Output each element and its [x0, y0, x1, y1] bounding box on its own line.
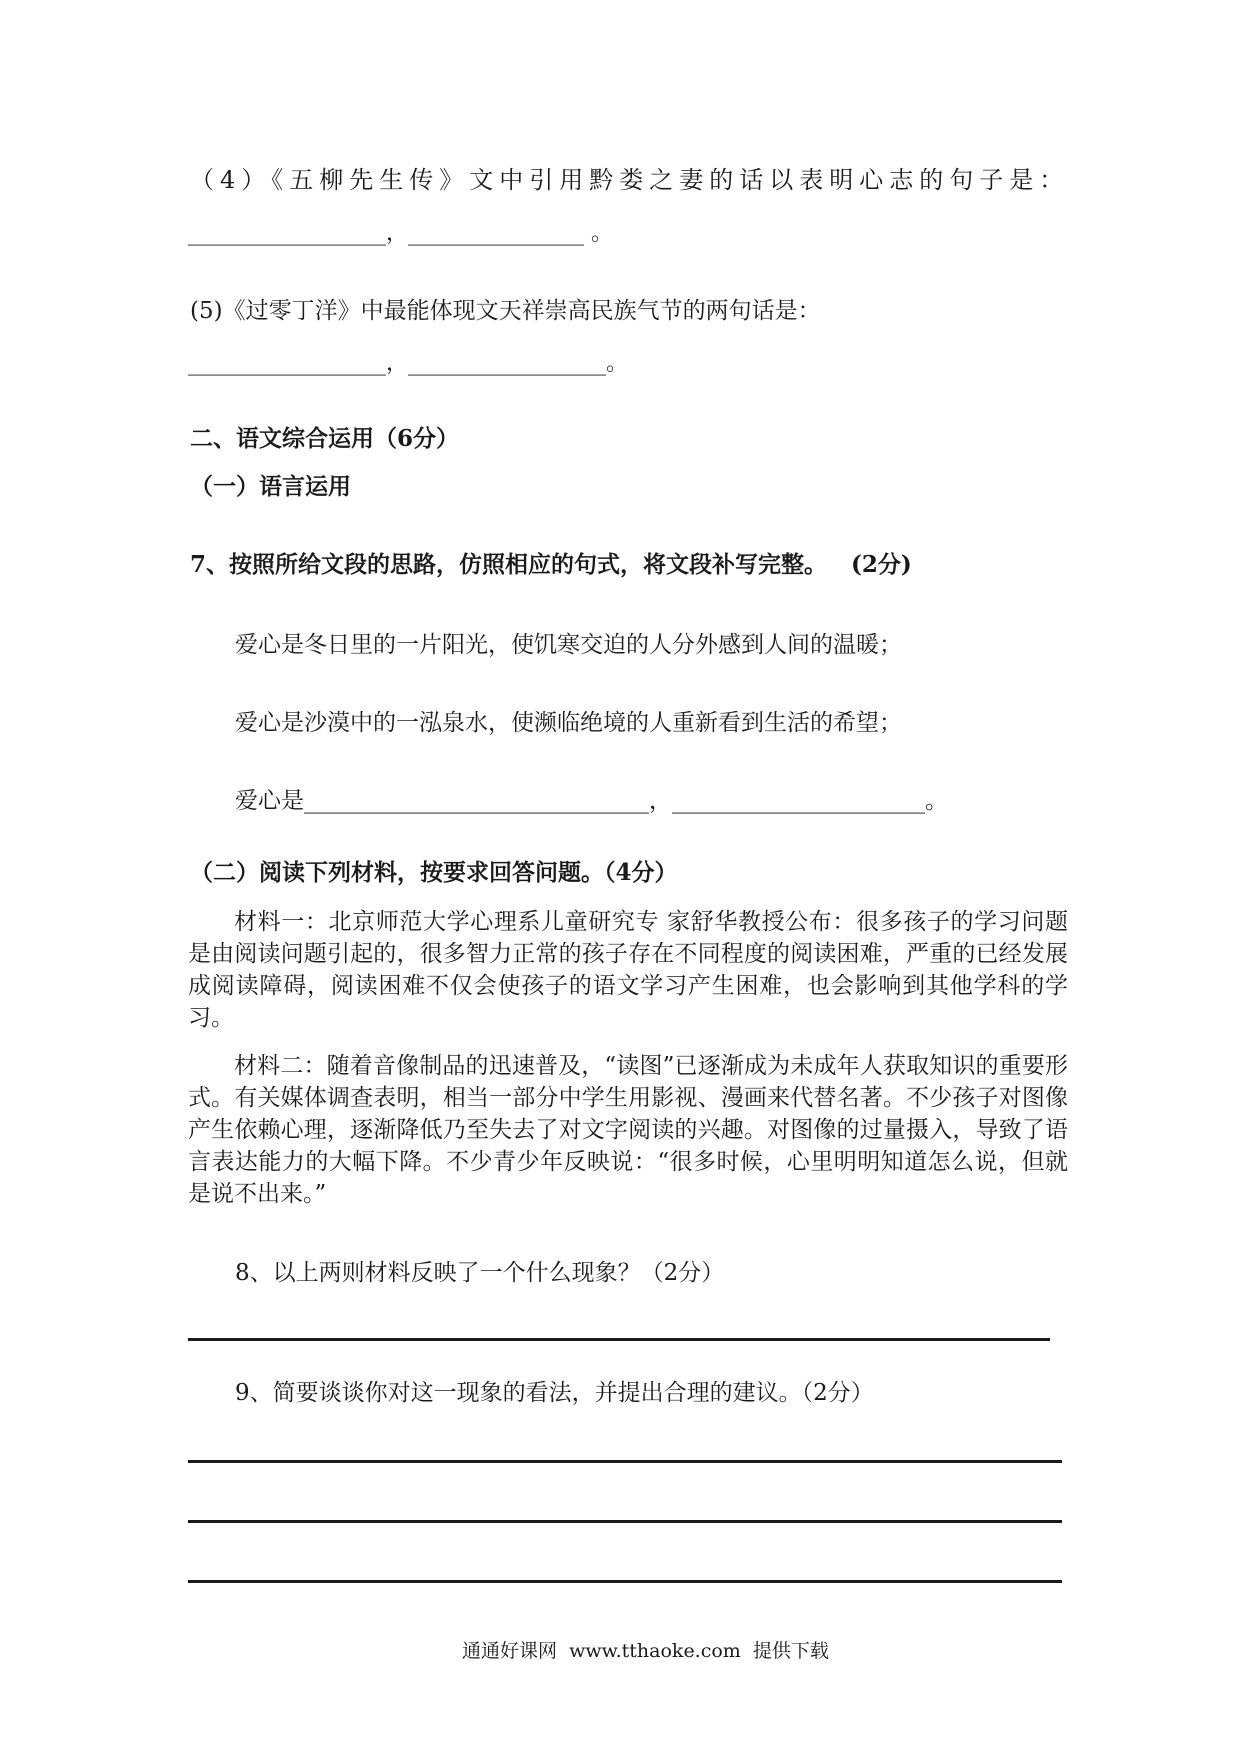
subsection-1-heading: （一）语言运用: [190, 473, 351, 500]
question-9-answer-line-1[interactable]: [188, 1460, 1062, 1463]
question-8-prompt: 8、以上两则材料反映了一个什么现象？（2分）: [235, 1260, 725, 1286]
section-2-heading: 二、语文综合运用（6分）: [190, 425, 460, 452]
question-5-answer-blanks[interactable]: __________________，__________________。: [188, 351, 629, 376]
question-4-prompt: （4）《五柳先生传》文中引用黔娄之妻的话以表明心志的句子是：: [190, 166, 1070, 194]
question-7-example-line-1: 爱心是冬日里的一片阳光，使饥寒交迫的人分外感到人间的温暖；: [235, 632, 902, 658]
question-9-answer-line-2[interactable]: [188, 1520, 1062, 1523]
material-2-paragraph: 材料二：随着音像制品的迅速普及，“读图”已逐渐成为未成年人获取知识的重要形式。有关媒体调查表明，相当一部分中学生用影视、漫画来代替名著。不少孩子对图像产生依赖心理，逐渐降低乃至失去了对文字阅读的兴趣。对图像的过量摄入，导致了语言表达能力的大幅下降。不少青少年反映说：“很多时候，心里明明知道怎么说，但就是说不出来。”: [188, 1053, 1068, 1207]
subsection-2-heading: （二）阅读下列材料，按要求回答问题。（4分）: [190, 859, 678, 886]
question-7-example-line-2: 爱心是沙漠中的一泓泉水，使濒临绝境的人重新看到生活的希望；: [235, 710, 902, 736]
question-9-answer-line-3[interactable]: [188, 1580, 1062, 1583]
question-8-answer-line[interactable]: [188, 1338, 1050, 1341]
question-7-answer-line[interactable]: 爱心是______________________________，______________________。: [235, 788, 948, 814]
material-1-paragraph: 材料一：北京师范大学心理系儿童研究专 家舒华教授公布：很多孩子的学习问题是由阅读问题引起的，很多智力正常的孩子存在不同程度的阅读困难，严重的已经发展成阅读障碍，阅读困难不仅会使孩子的语文学习产生困难，也会影响到其他学科的学习。: [188, 909, 1068, 1031]
question-7-prompt: 7、按照所给文段的思路，仿照相应的句式，将文段补写完整。 (2分): [190, 551, 912, 578]
question-5-prompt: (5)《过零丁洋》中最能体现文天祥崇高民族气节的两句话是：: [190, 298, 821, 324]
question-4-answer-blanks[interactable]: __________________，________________ 。: [188, 221, 613, 246]
question-9-prompt: 9、简要谈谈你对这一现象的看法，并提出合理的建议。（2分）: [235, 1380, 874, 1406]
page-footer: 通通好课网 www.tthaoke.com 提供下载: [462, 1640, 829, 1662]
